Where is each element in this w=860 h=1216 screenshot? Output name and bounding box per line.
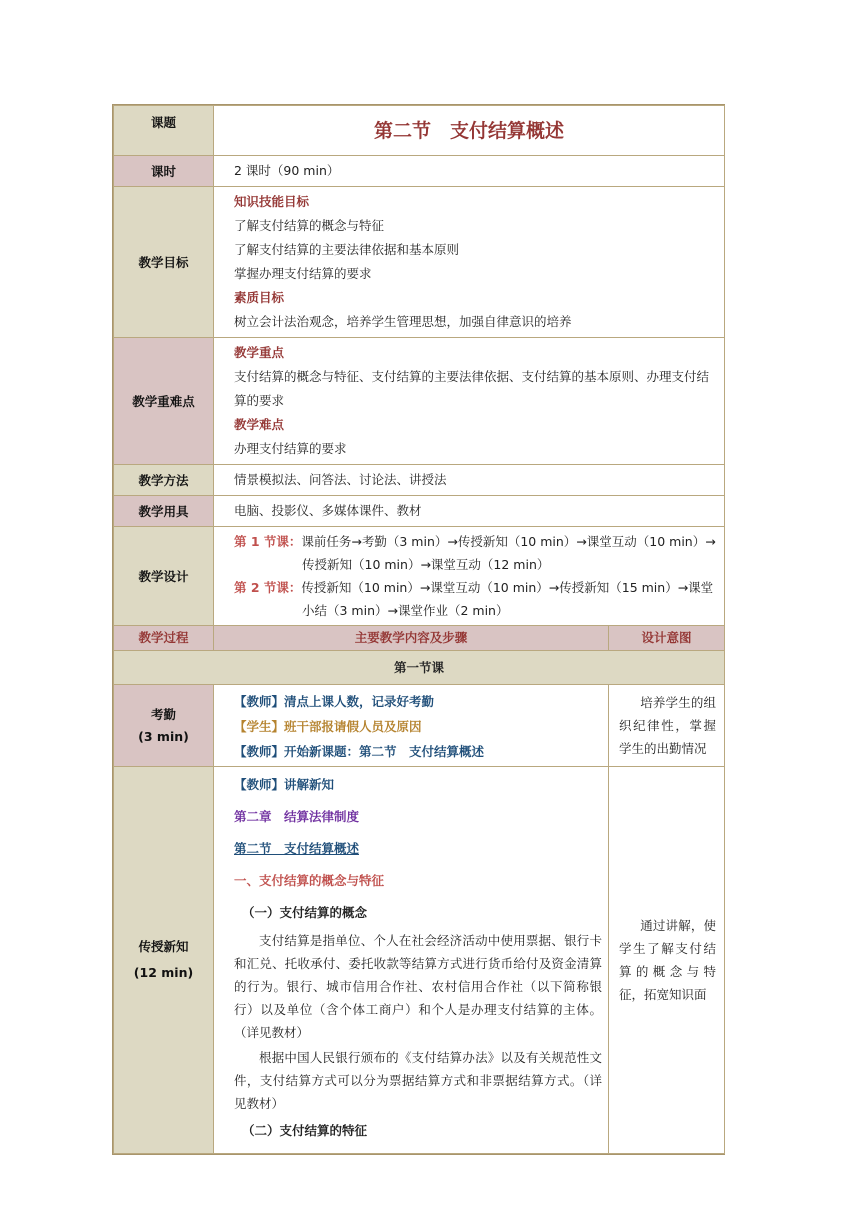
key-points-label: 教学重难点 xyxy=(114,338,214,465)
design-label: 教学设计 xyxy=(114,527,214,626)
hours-value: 2 课时（90 min） xyxy=(214,156,725,187)
objectives-cell xyxy=(214,187,725,338)
key-text: 支付结算的概念与特征、支付结算的主要法律依据、支付结算的基本原则、办理支付结算的要求 xyxy=(234,369,710,408)
concept-heading: 一、支付结算的概念与特征 xyxy=(234,873,385,888)
quality-item: 树立会计法治观念，培养学生管理思想，加强自律意识的培养 xyxy=(234,314,572,329)
lesson2-schedule xyxy=(234,576,716,622)
new-knowledge-intent: 通过讲解，使学生了解支付结算的概念与特征，拓宽知识面 xyxy=(609,767,725,1154)
knowledge-item: 了解支付结算的概念与特征 xyxy=(234,218,385,233)
process-header-col1: 教学过程 xyxy=(114,626,214,651)
new-knowledge-cell xyxy=(214,767,609,1154)
difficult-heading: 教学难点 xyxy=(234,417,285,432)
quality-heading: 素质目标 xyxy=(234,290,285,305)
attendance-label: 考勤 xyxy=(150,706,176,722)
lesson1-text: 课前任务→考勤（3 min）→传授新知（10 min）→课堂互动（10 min）→传授新知（10 min）→课堂互动（12 min） xyxy=(301,534,716,572)
teacher-line: 【教师】讲解新知 xyxy=(234,777,335,792)
lesson1-tag: 第 1 节课： xyxy=(234,534,302,549)
lesson2-tag: 第 2 节课： xyxy=(234,580,302,595)
process-header-col3: 设计意图 xyxy=(609,626,725,651)
topic-label: 课题 xyxy=(114,106,214,156)
lesson-plan-table xyxy=(112,104,725,1155)
key-points-cell xyxy=(214,338,725,465)
chapter-heading: 第二章 结算法律制度 xyxy=(234,809,360,824)
section-heading: 第二节 支付结算概述 xyxy=(234,841,360,856)
hours-label: 课时 xyxy=(114,156,214,187)
concept-paragraph: 支付结算是指单位、个人在社会经济活动中使用票据、银行卡和汇兑、托收承付、委托收款等结算方式进行货币给付及资金清算的行为。银行、城市信用合作社、农村信用合作社（以下简称银行）以及单位（含个体工商户）和个人是办理支付结算的主体。（详见教材） xyxy=(234,933,602,1040)
topic-cell xyxy=(214,106,725,156)
attendance-duration: (3 min) xyxy=(138,728,189,744)
attendance-line: 【教师】开始新课题：第二节 支付结算概述 xyxy=(234,744,485,759)
design-cell xyxy=(214,527,725,626)
attendance-cell xyxy=(214,685,609,767)
lesson1-schedule xyxy=(234,530,716,576)
attendance-line: 【教师】清点上课人数，记录好考勤 xyxy=(234,694,435,709)
objectives-label: 教学目标 xyxy=(114,187,214,338)
methods-label: 教学方法 xyxy=(114,465,214,496)
attendance-intent: 培养学生的组织纪律性，掌握学生的出勤情况 xyxy=(609,685,725,767)
tools-value: 电脑、投影仪、多媒体课件、教材 xyxy=(214,496,725,527)
new-knowledge-duration: (12 min) xyxy=(133,965,194,980)
methods-paragraph: 根据中国人民银行颁布的《支付结算办法》以及有关规范性文件，支付结算方式可以分为票据结算方式和非票据结算方式。（详见教材） xyxy=(234,1050,602,1111)
key-heading: 教学重点 xyxy=(234,345,285,360)
section-title: 第一节课 xyxy=(114,651,725,685)
lesson2-text: 传授新知（10 min）→课堂互动（10 min）→传授新知（15 min）→课堂小结（3 min）→课堂作业（2 min） xyxy=(301,580,714,618)
knowledge-item: 了解支付结算的主要法律依据和基本原则 xyxy=(234,242,460,257)
tools-label: 教学用具 xyxy=(114,496,214,527)
new-knowledge-label-cell xyxy=(114,767,214,1154)
difficult-text: 办理支付结算的要求 xyxy=(234,441,347,456)
attendance-line: 【学生】班干部报请假人员及原因 xyxy=(234,719,422,734)
process-header-col2: 主要教学内容及步骤 xyxy=(214,626,609,651)
features-subheading: （二）支付结算的特征 xyxy=(242,1123,368,1138)
knowledge-item: 掌握办理支付结算的要求 xyxy=(234,266,372,281)
attendance-label-cell xyxy=(114,685,214,767)
methods-value: 情景模拟法、问答法、讨论法、讲授法 xyxy=(214,465,725,496)
new-knowledge-label: 传授新知 xyxy=(138,939,189,954)
concept-subheading: （一）支付结算的概念 xyxy=(242,905,368,920)
knowledge-heading: 知识技能目标 xyxy=(234,194,310,209)
page-title: 第二节 支付结算概述 xyxy=(374,119,565,142)
